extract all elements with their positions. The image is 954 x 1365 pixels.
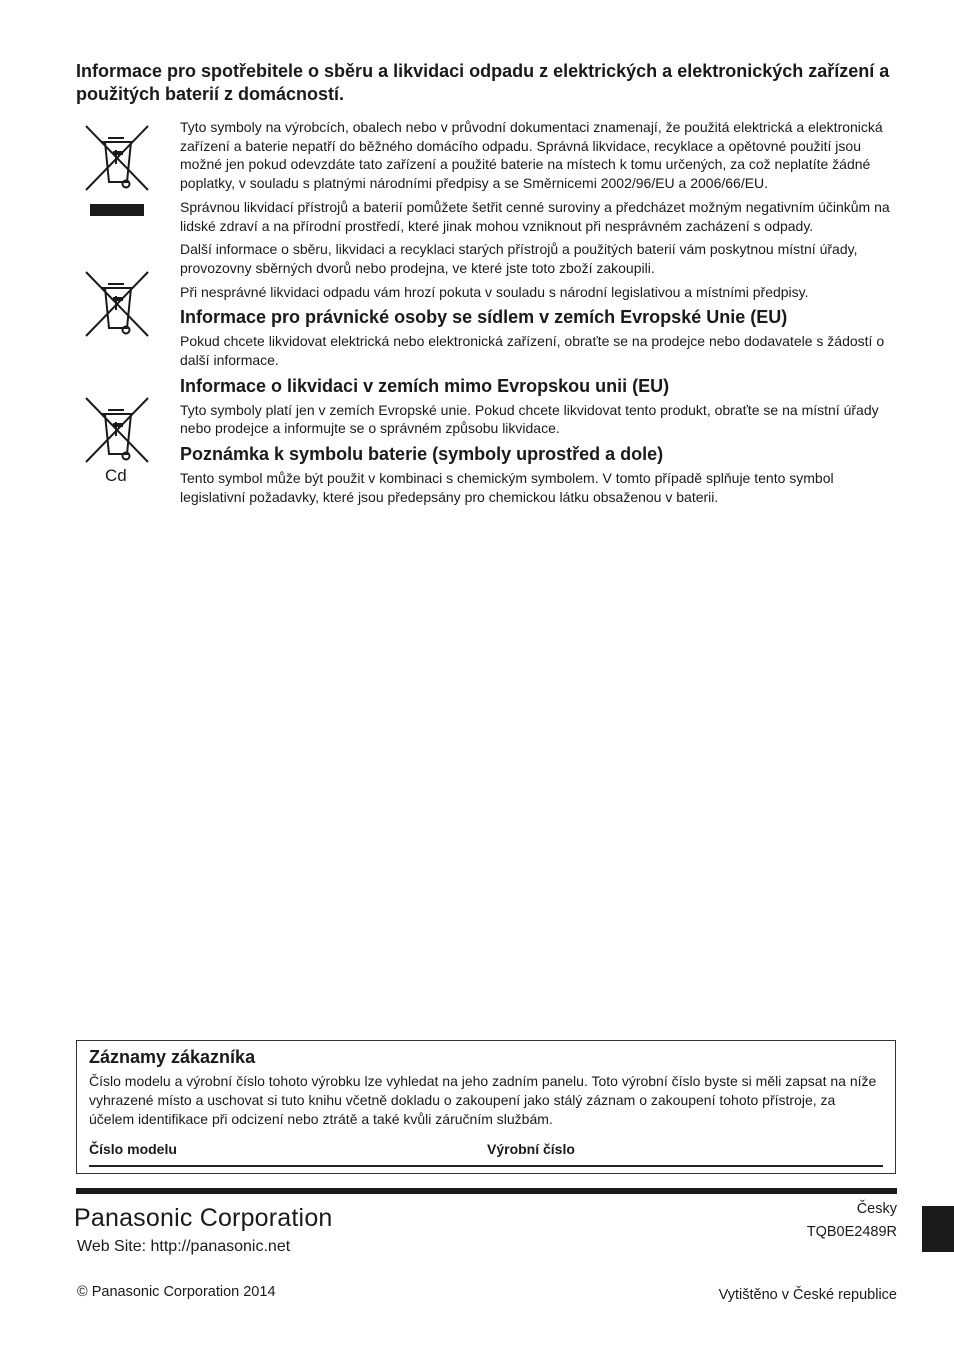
consumer-paragraph-1: Tyto symboly na výrobcích, obalech nebo v průvodní dokumentaci znamenají, že použitá elektrická a elektronická zařízení a baterie nepatří do běžného domácího odpadu. Správná likvidace, recyklace a opětovné použití jsou možné jen pokud odevzdáte tato zařízení a použité baterie na místech k tomu určených, za což neplatíte žádné poplatky, v souladu s platnými národními předpisy a se Směrnicemi 2002/96/EU a 2006/66/EU. bbox=[180, 119, 883, 192]
legal-entities-heading: Informace pro právnické osoby se sídlem v zemích Evropské Unie (EU) bbox=[180, 307, 788, 328]
battery-symbol-text: Tento symbol může být použit v kombinaci s chemickým symbolem. V tomto případě splňuje tento symbol legislativní požadavky, které jsou předepsány pro chemickou látku obsaženou v baterii. bbox=[180, 470, 834, 505]
crossed-bin-bar-icon bbox=[84, 124, 152, 218]
page-title: Informace pro spotřebitele o sběru a likvidaci odpadu z elektrických a elektronických zařízení a použitých baterií z domácností. bbox=[76, 61, 890, 104]
consumer-paragraph-4: Při nesprávné likvidaci odpadu vám hrozí pokuta v souladu s národní legislativou a místními předpisy. bbox=[180, 283, 809, 300]
model-number-label: Číslo modelu bbox=[89, 1141, 177, 1157]
website-link[interactable]: Web Site: http://panasonic.net bbox=[77, 1238, 291, 1255]
outside-eu-text: Tyto symboly platí jen v zemích Evropské unie. Pokud chcete likvidovat tento produkt, obraťte se na místní úřady nebo prodejce a informujte se o správném způsobu likvidace. bbox=[180, 401, 879, 437]
disposal-info bbox=[180, 118, 892, 512]
outside-eu-heading: Informace o likvidaci v zemích mimo Evropskou unii (EU) bbox=[180, 375, 670, 396]
printed-in: Vytištěno v České republice bbox=[718, 1287, 897, 1303]
crossed-bin-cd-icon bbox=[84, 396, 152, 466]
cd-chemical-symbol: Cd bbox=[105, 466, 127, 485]
copyright: © Panasonic Corporation 2014 bbox=[77, 1284, 276, 1300]
footer-divider bbox=[76, 1188, 897, 1194]
customer-records-box bbox=[76, 1040, 896, 1174]
consumer-paragraph-3: Další informace o sběru, likvidaci a recyklaci starých přístrojů a použitých baterií vám poskytnou místní úřady, provozovny sběrných dvorů nebo prodejna, ve které jste toto zboží zakoupili. bbox=[180, 241, 858, 276]
legal-entities-text: Pokud chcete likvidovat elektrická nebo elektronická zařízení, obraťte se na prodejce nebo dodavatele s žádostí o další informace. bbox=[180, 333, 885, 369]
customer-records-text: Číslo modelu a výrobní číslo tohoto výrobku lze vyhledat na jeho zadním panelu. Toto výrobní číslo byste si měli zapsat na níže vyhrazené místo a uschovat si tuto knihu včetně dokladu o zakoupení jako stálý záznam o zakoupení tohoto přístroje, za účelem identifikace při odcizení nebo ztrátě a také kvůli záručním službám. bbox=[89, 1073, 877, 1127]
serial-number-label: Výrobní číslo bbox=[487, 1141, 575, 1157]
language-tab-marker bbox=[922, 1206, 954, 1252]
crossed-bin-icon bbox=[84, 270, 152, 340]
record-fields bbox=[89, 1141, 883, 1167]
company-logo: Panasonic Corporation bbox=[74, 1204, 333, 1232]
battery-symbol-heading: Poznámka k symbolu baterie (symboly uprostřed a dole) bbox=[180, 444, 664, 465]
consumer-paragraph-2: Správnou likvidací přístrojů a baterií pomůžete šetřit cenné suroviny a předcházet možným negativním účinkům na lidské zdraví a na přírodní prostředí, které jinak mohou vzniknout při nesprávném zacházení s odpady. bbox=[180, 198, 890, 234]
language-label: Česky bbox=[856, 1201, 897, 1217]
customer-records-title: Záznamy zákazníka bbox=[89, 1047, 256, 1067]
document-code: TQB0E2489R bbox=[806, 1224, 897, 1240]
